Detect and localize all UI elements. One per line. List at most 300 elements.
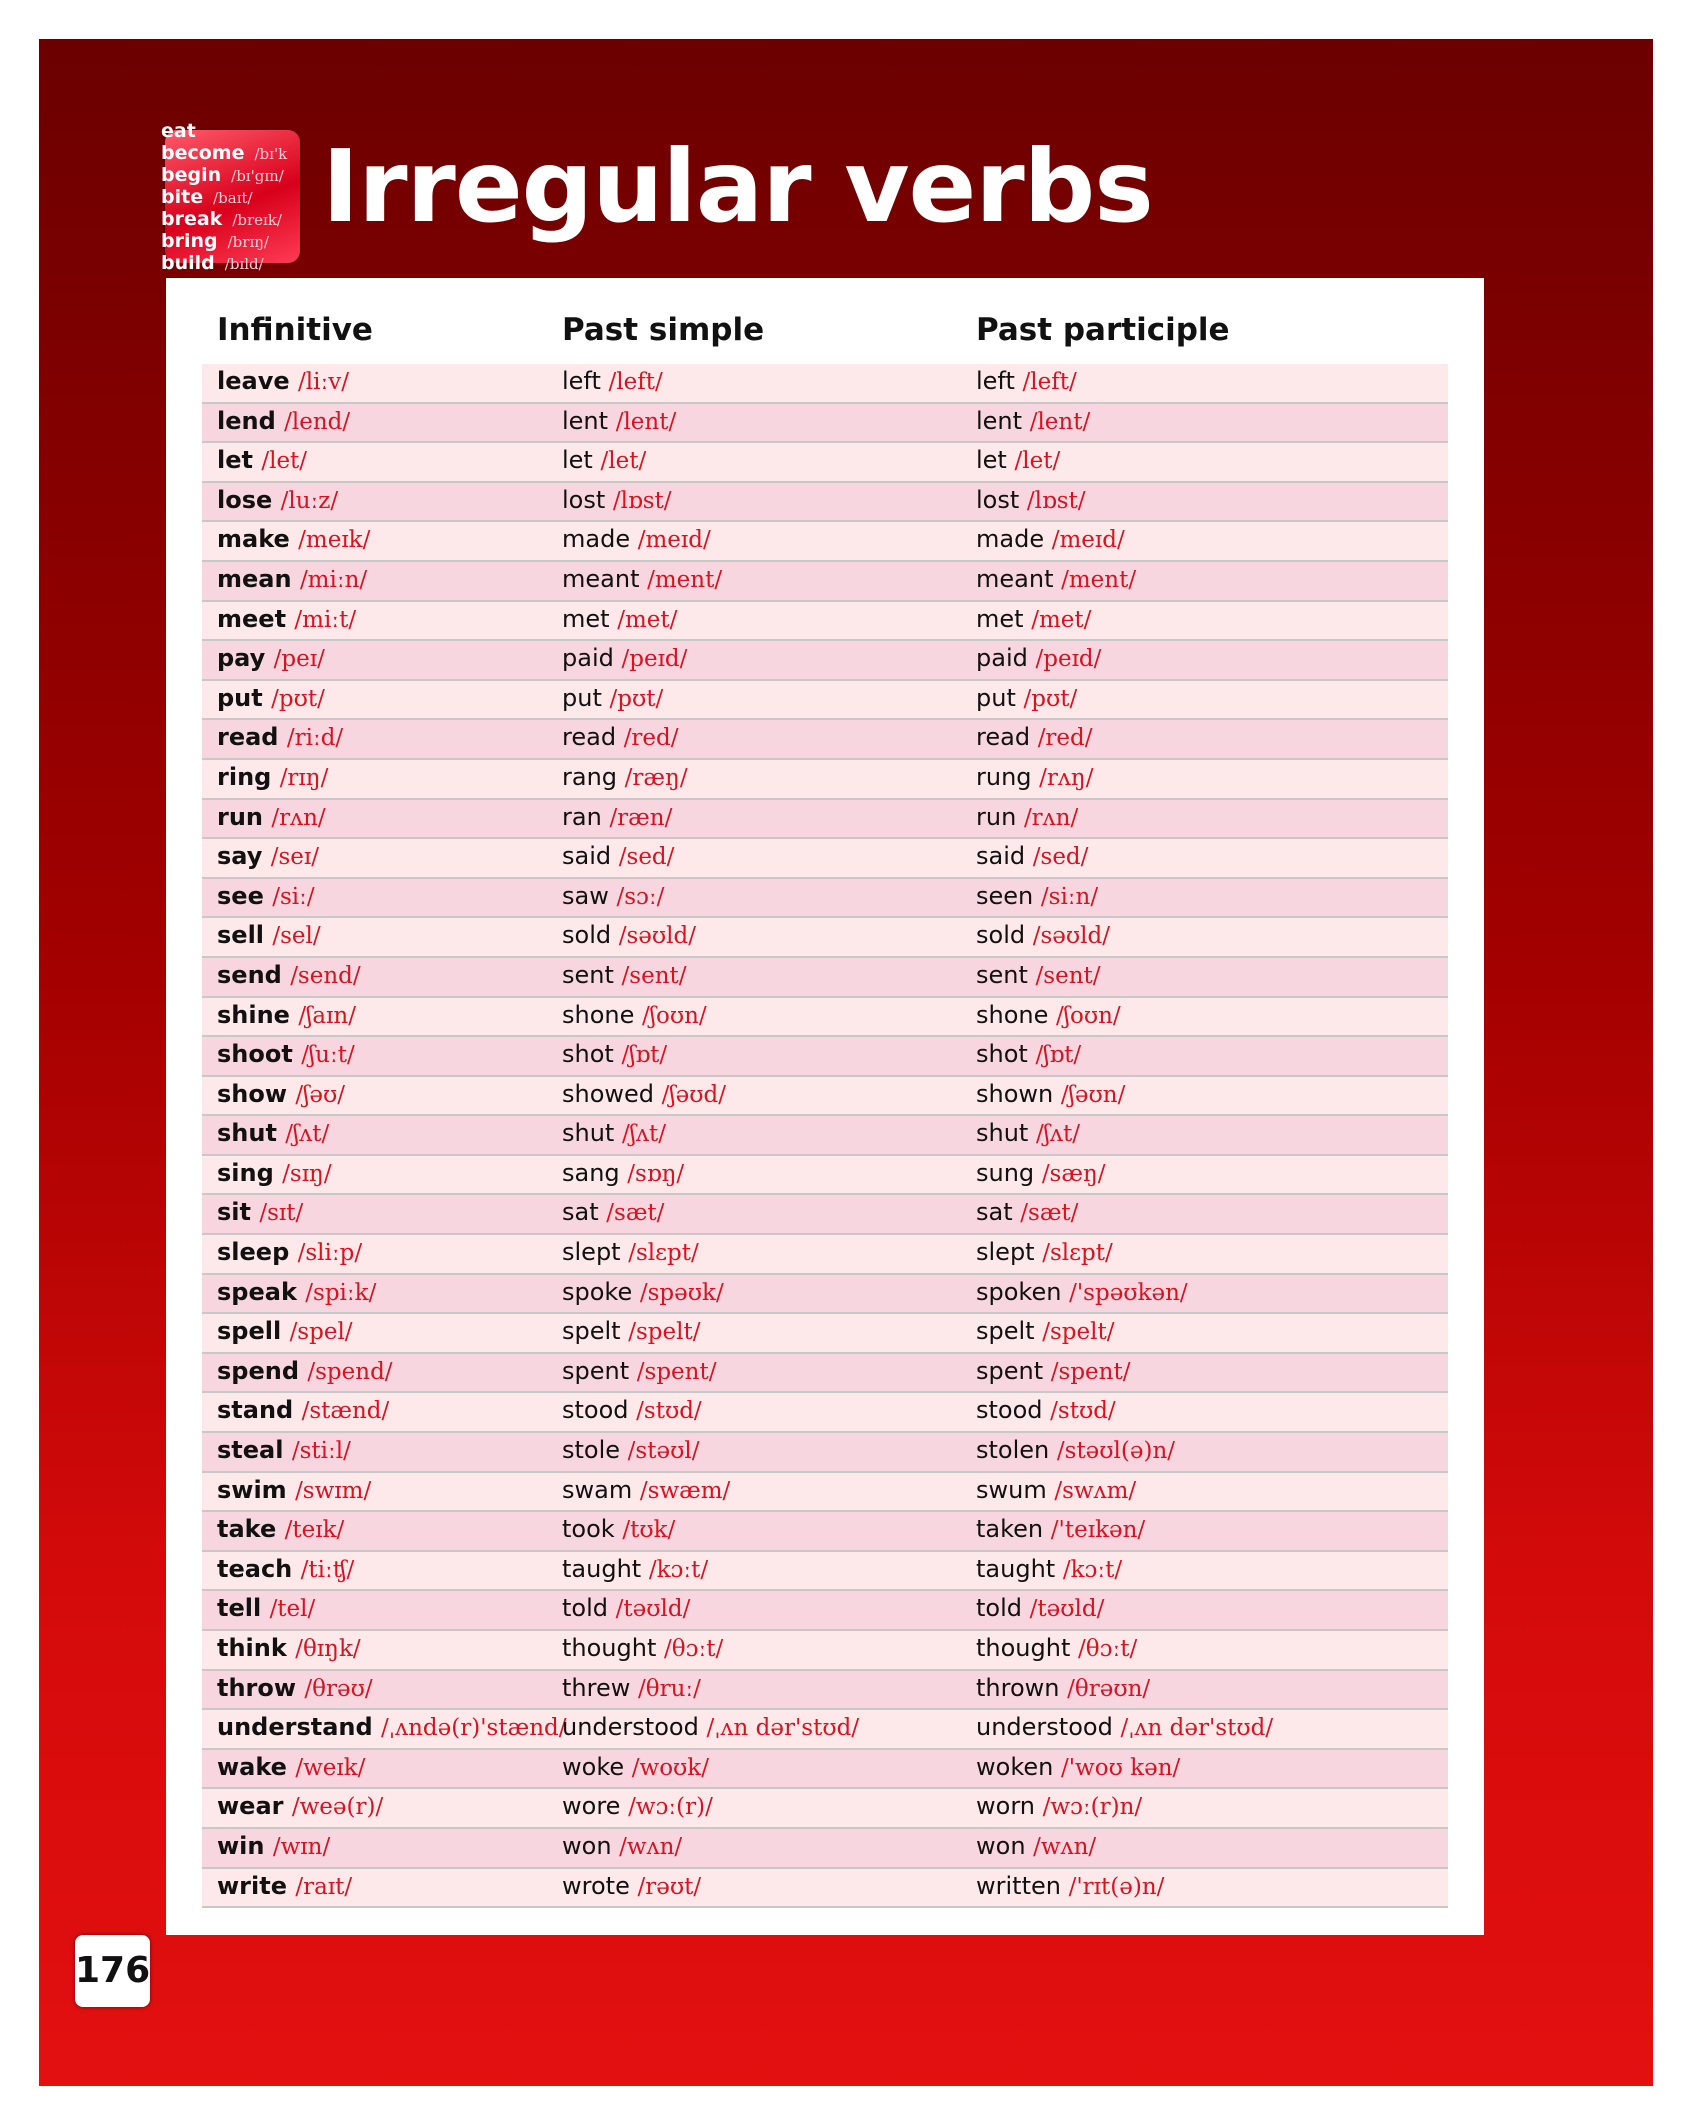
phonetic: /peɪ/ [273,646,325,673]
verb-form: run [217,802,264,831]
past-participle-cell [976,921,1110,949]
phonetic: /ʃəʊ/ [295,1081,346,1108]
infinitive-cell [217,1515,344,1543]
verb-form: stole [562,1436,621,1465]
verb-form: sing [217,1158,274,1187]
past-participle-cell [976,1515,1145,1543]
page-title: Irregular verbs [322,128,1153,245]
past-simple-cell [562,1317,700,1345]
infinitive-cell [217,1278,376,1306]
phonetic: /sæŋ/ [1041,1160,1106,1187]
phonetic: /ˌʌn dər'stʊd/ [706,1715,860,1742]
past-participle-cell [976,1792,1142,1820]
verb-form: rung [976,762,1032,791]
past-participle-cell [976,367,1077,395]
phonetic: /sɒŋ/ [627,1160,685,1187]
verb-form: let [217,446,253,475]
past-participle-cell [976,407,1090,435]
verb-form: taken [976,1515,1044,1544]
verb-form: send [217,960,282,989]
table-row [202,1156,1448,1196]
phonetic: /spend/ [307,1358,393,1385]
verb-form: tell [217,1594,262,1623]
phonetic: /tiːʧ/ [300,1556,355,1583]
phonetic: /'teɪkən/ [1050,1517,1146,1544]
phonetic: /səʊld/ [1032,923,1110,950]
page-number: 176 [75,1935,150,2007]
phonetic: /təʊld/ [1029,1596,1105,1623]
table-row [202,1116,1448,1156]
verb-form: showed [562,1079,655,1108]
phonetic: /miːn/ [299,566,368,593]
phonetic: /sed/ [1032,844,1089,871]
phonetic: /swʌm/ [1054,1477,1137,1504]
phonetic: /ment/ [647,566,723,593]
phonetic: /peɪd/ [621,646,688,673]
past-simple-cell [562,1198,664,1226]
phonetic: /sent/ [621,962,687,989]
verb-form: shot [562,1040,614,1069]
verb-form: spell [217,1317,282,1346]
past-simple-cell [562,1278,724,1306]
phonetic: /let/ [1014,448,1061,475]
verb-form: met [562,604,610,633]
infinitive-cell [217,1357,393,1385]
infinitive-cell [217,684,325,712]
verb-form: met [976,604,1024,633]
logo-phonetic: /bɪld/ [224,255,264,273]
verb-form: seen [976,881,1034,910]
phonetic: /swæm/ [639,1477,731,1504]
table-body [202,364,1448,1908]
past-simple-cell [562,1713,859,1741]
phonetic: /spent/ [636,1358,717,1385]
verb-form: understand [217,1713,373,1742]
phonetic: /sel/ [272,923,321,950]
phonetic: /red/ [1037,725,1093,752]
phonetic: /ment/ [1061,566,1137,593]
past-participle-cell [976,1198,1078,1226]
table-row [202,1275,1448,1315]
phonetic: /rʌŋ/ [1039,764,1094,791]
phonetic: /tel/ [269,1596,316,1623]
phonetic: /rəʊt/ [637,1873,702,1900]
phonetic: /miːt/ [294,606,357,633]
verb-form: show [217,1079,288,1108]
verb-form: speak [217,1277,297,1306]
verb-form: sat [562,1198,599,1227]
verb-form: read [562,723,617,752]
infinitive-cell [217,644,325,672]
phonetic: /meɪd/ [637,527,711,554]
past-participle-cell [976,525,1125,553]
infinitive-cell [217,842,319,870]
infinitive-cell [217,486,338,514]
table-row [202,918,1448,958]
verb-form: paid [976,644,1028,673]
phonetic: /spel/ [289,1319,353,1346]
past-participle-cell [976,446,1060,474]
past-participle-cell [976,486,1086,514]
infinitive-cell [217,1674,373,1702]
past-simple-cell [562,1634,723,1662]
verb-form: ran [562,802,602,831]
phonetic: /left/ [608,369,663,395]
infinitive-cell [217,1238,362,1266]
verb-form: stood [562,1396,629,1425]
table-row [202,681,1448,721]
verb-form: shut [217,1119,277,1148]
past-simple-cell [562,367,663,395]
infinitive-cell [217,1080,345,1108]
infinitive-cell [217,1476,371,1504]
phonetic: /pʊt/ [609,685,664,712]
verb-form: see [217,881,264,910]
verb-form: put [217,683,263,712]
past-participle-cell [976,1119,1080,1147]
verb-form: meant [976,564,1054,593]
infinitive-cell [217,1555,354,1583]
phonetic: /stænd/ [301,1398,390,1425]
header-past-simple: Past simple [562,312,765,348]
phonetic: /spelt/ [1042,1319,1115,1346]
phonetic: /wɔː(r)/ [628,1794,713,1821]
infinitive-cell [217,882,315,910]
phonetic: /sent/ [1035,962,1101,989]
phonetic: /ʃoʊn/ [642,1002,707,1029]
phonetic: /siːn/ [1040,883,1099,910]
verb-form: sat [976,1198,1013,1227]
verb-form: sold [562,921,612,950]
logo-phonetic: /baɪt/ [213,189,253,207]
verb-form: left [562,367,601,395]
phonetic: /θɔːt/ [1078,1636,1138,1662]
past-simple-cell [562,723,679,751]
verb-form: woke [562,1752,625,1781]
table-row [202,1077,1448,1117]
phonetic: /spəʊk/ [639,1279,724,1306]
phonetic: /rʌn/ [271,804,326,831]
verb-form: worn [976,1792,1035,1821]
phonetic: /let/ [261,448,308,475]
logo-verb: eat [161,120,196,142]
verb-form: rang [562,762,618,791]
past-simple-cell [562,1001,707,1029]
verb-form: made [976,525,1045,554]
verb-form: win [217,1831,265,1860]
verb-form: said [976,842,1026,871]
past-simple-cell [562,684,663,712]
verb-form: ring [217,762,272,791]
phonetic: /lent/ [1029,408,1091,435]
phonetic: /wɔː(r)n/ [1042,1794,1143,1821]
table-row [202,1433,1448,1473]
logo-verb: build [161,252,215,274]
past-simple-cell [562,1594,690,1622]
phonetic: /ʃʌt/ [621,1121,666,1148]
verb-form: taught [562,1554,642,1583]
verb-form: shine [217,1000,290,1029]
logo-word [161,120,206,142]
past-participle-cell [976,605,1091,633]
phonetic: /θrəʊ/ [304,1675,373,1702]
logo-verb: begin [161,164,222,186]
past-participle-cell [976,842,1088,870]
phonetic: /ræŋ/ [624,764,688,791]
table-row [202,1829,1448,1869]
verb-form: wore [562,1792,621,1821]
logo-verb: bring [161,230,218,252]
verb-form: meet [217,604,287,633]
phonetic: /weɪk/ [295,1754,366,1781]
phonetic: /slɛpt/ [628,1240,699,1267]
past-simple-cell [562,1674,701,1702]
table-row [202,1195,1448,1235]
verb-form: thought [562,1634,657,1662]
past-simple-cell [562,1832,682,1860]
past-simple-cell [562,1040,667,1068]
past-simple-cell [562,486,672,514]
table-row [202,800,1448,840]
past-simple-cell [562,763,688,791]
phonetic: /ʃuːt/ [301,1042,355,1069]
verb-form: shoot [217,1040,293,1069]
verb-form: spelt [976,1317,1035,1346]
verb-form: won [976,1831,1026,1860]
verb-form: write [217,1871,287,1900]
phonetic: /peɪd/ [1035,646,1102,673]
table-row [202,1869,1448,1909]
table-row [202,958,1448,998]
table-row [202,562,1448,602]
phonetic: /ræn/ [609,804,673,831]
phonetic: /siː/ [272,883,315,910]
past-simple-cell [562,644,687,672]
past-participle-cell [976,803,1078,831]
verb-form: read [976,723,1031,752]
table-row [202,1235,1448,1275]
past-participle-cell [976,1634,1137,1662]
table-row [202,483,1448,523]
past-participle-cell [976,644,1101,672]
infinitive-cell [217,605,356,633]
verb-form: spoken [976,1277,1062,1306]
phonetic: /teɪk/ [284,1517,345,1544]
phonetic: /kɔːt/ [1062,1556,1123,1583]
verb-form: shown [976,1079,1054,1108]
verb-form: understood [976,1713,1113,1742]
phonetic: /kɔːt/ [648,1556,709,1583]
phonetic: /sɔː/ [616,883,665,910]
phonetic: /luːz/ [280,487,339,514]
logo-word [161,186,253,208]
past-simple-cell [562,1555,708,1583]
verb-form: sung [976,1158,1035,1187]
phonetic: /lɒst/ [1026,487,1086,514]
phonetic: /θɔːt/ [664,1636,724,1662]
phonetic: /left/ [1022,369,1077,395]
verb-form: threw [562,1673,631,1702]
phonetic: /stəʊl/ [627,1438,700,1465]
phonetic: /ʃəʊn/ [1060,1081,1126,1108]
verb-form: wrote [562,1871,630,1900]
infinitive-cell [217,1317,353,1345]
past-participle-cell [976,1832,1096,1860]
table-row [202,1354,1448,1394]
verb-form: slept [562,1238,621,1267]
logo-word [161,230,269,252]
verb-form: teach [217,1554,293,1583]
table-row [202,1750,1448,1790]
phonetic: /wʌn/ [1033,1833,1097,1860]
header-past-participle: Past participle [976,312,1230,348]
verb-form: wake [217,1752,287,1781]
logo-phonetic: /bɪ'gɪn/ [231,167,284,185]
verb-form: swim [217,1475,287,1504]
past-participle-cell [976,961,1101,989]
verb-form: lent [976,406,1023,435]
infinitive-cell [217,1119,329,1147]
phonetic: /liːv/ [297,369,349,395]
phonetic: /seɪ/ [270,844,320,871]
past-participle-cell [976,1396,1116,1424]
table-row [202,879,1448,919]
verb-form: made [562,525,631,554]
infinitive-cell [217,723,343,751]
phonetic: /'woʊ kən/ [1060,1754,1181,1781]
past-participle-cell [976,1040,1081,1068]
verb-form: lost [562,485,606,514]
infinitive-cell [217,1753,365,1781]
verb-form: shone [976,1000,1049,1029]
table-row [202,1393,1448,1433]
past-simple-cell [562,1436,699,1464]
verb-form: sent [976,960,1028,989]
verb-form: spent [562,1356,630,1385]
past-simple-cell [562,1476,730,1504]
verb-form: sold [976,921,1026,950]
infinitive-cell [217,367,349,395]
verb-form: thought [976,1634,1071,1662]
verbs-logo-icon [161,120,300,274]
infinitive-cell [217,1040,355,1068]
verb-form: sent [562,960,614,989]
infinitive-cell [217,446,307,474]
phonetic: /θrəʊn/ [1067,1675,1151,1702]
infinitive-cell [217,803,326,831]
table-row [202,1631,1448,1671]
phonetic: /send/ [290,962,361,989]
past-participle-cell [976,565,1136,593]
infinitive-cell [217,407,350,435]
verb-form: spelt [562,1317,621,1346]
verb-form: saw [562,881,609,910]
table-row [202,1552,1448,1592]
past-participle-cell [976,1476,1136,1504]
past-simple-cell [562,407,676,435]
past-simple-cell [562,1238,699,1266]
logo-word [161,142,287,164]
table-row [202,443,1448,483]
past-participle-cell [976,1278,1188,1306]
phonetic: /spelt/ [628,1319,701,1346]
verb-form: slept [976,1238,1035,1267]
table-row [202,1037,1448,1077]
phonetic: /swɪm/ [295,1477,372,1504]
past-participle-cell [976,882,1098,910]
phonetic: /wɪn/ [272,1833,331,1860]
past-participle-cell [976,1436,1175,1464]
infinitive-cell [217,1436,351,1464]
past-participle-cell [976,1674,1150,1702]
past-participle-cell [976,723,1093,751]
verb-form: told [976,1594,1022,1623]
infinitive-cell [217,1832,330,1860]
past-simple-cell [562,1753,709,1781]
table-row [202,1314,1448,1354]
verb-form: stood [976,1396,1043,1425]
verb-form: make [217,525,290,554]
table-row [202,404,1448,444]
past-participle-cell [976,1001,1121,1029]
past-simple-cell [562,1872,701,1900]
past-simple-cell [562,1792,713,1820]
verb-form: think [217,1634,287,1662]
infinitive-cell [217,1594,315,1622]
past-participle-cell [976,1238,1113,1266]
phonetic: /rɪŋ/ [279,764,329,791]
verb-form: throw [217,1673,297,1702]
phonetic: /ˌʌndə(r)'stænd/ [381,1715,567,1742]
phonetic: /rʌn/ [1023,804,1079,831]
phonetic: /meɪd/ [1051,527,1125,554]
verb-form: shot [976,1040,1028,1069]
past-simple-cell [562,842,674,870]
verb-form: thrown [976,1673,1060,1702]
logo-verb: become [161,142,245,164]
logo-phonetic: /bɪ'k [254,145,288,163]
past-participle-cell [976,763,1093,791]
phonetic: /ʃaɪn/ [298,1002,356,1029]
verb-form: take [217,1515,277,1544]
verb-form: mean [217,564,292,593]
phonetic: /lend/ [284,408,351,435]
verbs-table [166,278,1484,1935]
table-row [202,720,1448,760]
past-simple-cell [562,446,646,474]
verb-form: put [976,683,1016,712]
table-row [202,760,1448,800]
verb-form: took [562,1515,615,1544]
verb-form: lose [217,485,273,514]
table-row [202,1591,1448,1631]
verb-form: swam [562,1475,633,1504]
phonetic: /weə(r)/ [291,1794,384,1821]
phonetic: /stʊd/ [1050,1398,1116,1425]
table-row [202,522,1448,562]
past-participle-cell [976,1594,1104,1622]
phonetic: /təʊld/ [615,1596,691,1623]
verb-form: woken [976,1752,1054,1781]
verb-form: lost [976,485,1020,514]
phonetic: /riːd/ [286,725,344,752]
phonetic: /pʊt/ [271,685,325,712]
verb-form: understood [562,1713,699,1742]
past-participle-cell [976,684,1077,712]
past-simple-cell [562,961,687,989]
logo-phonetic: /breɪk/ [232,211,282,229]
phonetic: /ˌʌn dər'stʊd/ [1120,1715,1274,1742]
